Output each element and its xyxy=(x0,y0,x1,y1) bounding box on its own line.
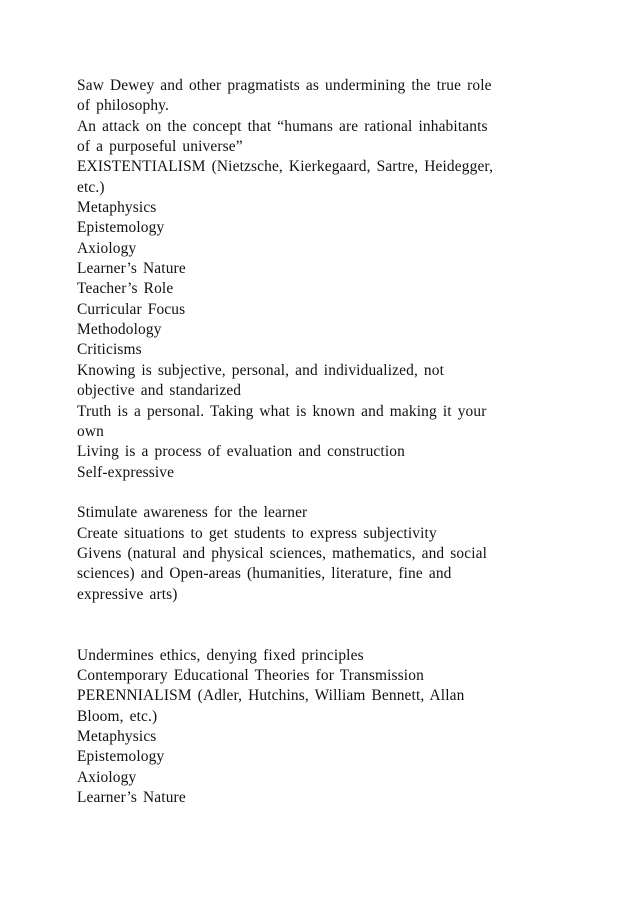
text-line: Self-expressive xyxy=(77,463,175,481)
text-line: of a purposeful universe” xyxy=(77,138,243,156)
text-line: Teacher’s Role xyxy=(77,280,174,298)
text-line: Learner’s Nature xyxy=(77,260,186,278)
text-line: Bloom, etc.) xyxy=(77,707,158,725)
text-line: of philosophy. xyxy=(77,97,170,115)
text-line: EXISTENTIALISM (Nietzsche, Kierkegaard, Sartre, Heidegger, xyxy=(77,158,494,176)
blank-line xyxy=(77,483,577,503)
text-line: PERENNIALISM (Adler, Hutchins, William Bennett, Allan xyxy=(77,687,465,705)
text-line: Metaphysics xyxy=(77,199,157,217)
text-line: Methodology xyxy=(77,321,162,339)
text-line: Contemporary Educational Theories for Transmission xyxy=(77,666,424,684)
blank-line xyxy=(77,605,577,625)
text-line: Axiology xyxy=(77,768,137,786)
text-line: Create situations to get students to express subjectivity xyxy=(77,524,437,542)
document-text xyxy=(77,76,577,808)
text-line: An attack on the concept that “humans are rational inhabitants xyxy=(77,117,488,135)
text-line: Knowing is subjective, personal, and individualized, not xyxy=(77,361,445,379)
text-line: objective and standarized xyxy=(77,382,242,400)
text-line: Axiology xyxy=(77,239,137,257)
text-line: own xyxy=(77,422,104,440)
blank-line xyxy=(77,625,577,645)
text-line: Epistemology xyxy=(77,748,165,766)
text-line: sciences) and Open-areas (humanities, literature, fine and xyxy=(77,565,452,583)
text-line: Living is a process of evaluation and construction xyxy=(77,443,405,461)
text-line: Criticisms xyxy=(77,341,142,359)
text-line: Givens (natural and physical sciences, mathematics, and social xyxy=(77,544,488,562)
text-line: Saw Dewey and other pragmatists as undermining the true role xyxy=(77,77,492,94)
text-line: Undermines ethics, denying fixed principles xyxy=(77,646,364,664)
text-line: etc.) xyxy=(77,178,105,196)
text-line: Curricular Focus xyxy=(77,300,186,318)
text-line: expressive arts) xyxy=(77,585,178,603)
text-line: Learner’s Nature xyxy=(77,789,186,807)
text-line: Stimulate awareness for the learner xyxy=(77,504,308,522)
text-line: Metaphysics xyxy=(77,728,157,745)
text-line: Truth is a personal. Taking what is known and making it your xyxy=(77,402,487,420)
text-line: Epistemology xyxy=(77,219,165,237)
